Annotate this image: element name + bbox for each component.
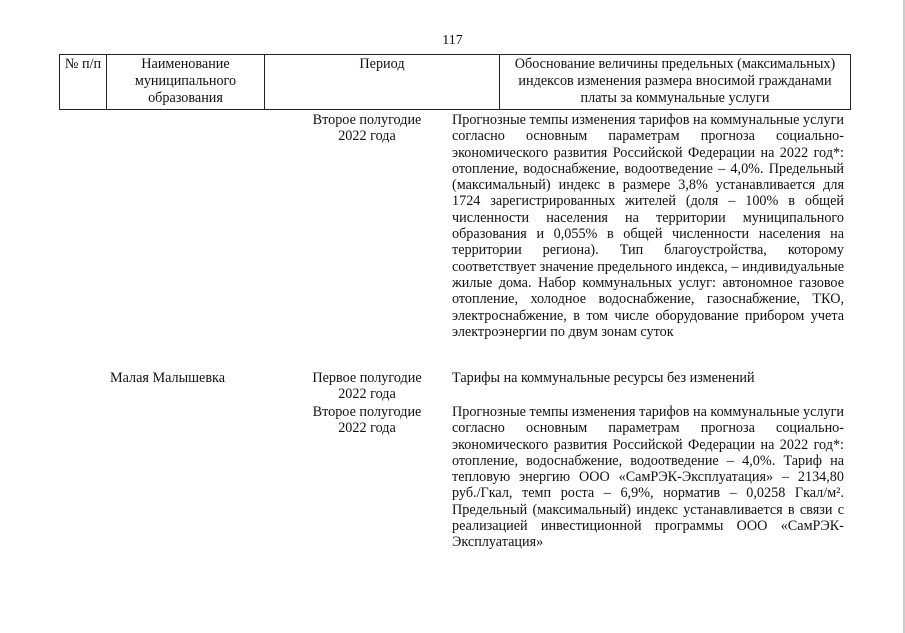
row3-justification: Прогнозные темпы изменения тарифов на коммунальные услуги согласно основным параметрам прогноза социально-экономического развития Российской Федерации на 2022 год*: отопление, водоснабжение, водоотведение – 4,0%. Тариф на тепловую энергию ООО «СамРЭК-Эксплуатация» – 2134,80 руб./Гкал, темп роста – 6,9%, норматив – 0,0258 Гкал/м². Предельный (максимальный) индекс устанавливается в связи с реализацией инвестиционной программы ООО «СамРЭК-Эксплуатация» <box>452 404 844 551</box>
header-num: № п/п <box>59 55 106 109</box>
row2-municipality: Малая Малышевка <box>110 370 226 386</box>
row3-period: Второе полугодие 2022 года <box>312 404 422 437</box>
row1-period: Второе полугодие 2022 года <box>312 112 422 145</box>
table-header <box>59 54 851 110</box>
header-period: Период <box>264 55 499 109</box>
row1-justification: Прогнозные темпы изменения тарифов на коммунальные услуги согласно основным параметрам прогноза социально-экономического развития Российской Федерации на 2022 год*: отопление, водоснабжение, водоотведение – 4,0%. Предельный (максимальный) индекс в размере 3,8% устанавливается для 1724 зарегистрированных жителей (доля – 100% в общей численности населения на территории муниципального образования и 0,055% в общей численности населения на территории региона). Тип благоустройства, которому соответствует значение предельного индекса, – индивидуальные жилые дома. Набор коммунальных услуг: автономное газовое отопление, холодное водоснабжение, газоснабжение, ТКО, электроснабжение, в том числе оборудование прибором учета электроэнергии по двум зонам суток <box>452 112 844 340</box>
row2-period: Первое полугодие 2022 года <box>312 370 422 403</box>
header-municipality: Наименование муниципального образования <box>106 55 264 109</box>
header-justification: Обоснование величины предельных (максимальных) индексов изменения размера вносимой гражданами платы за коммунальные услуги <box>499 55 851 109</box>
page-number: 117 <box>442 33 463 48</box>
row2-justification: Тарифы на коммунальные ресурсы без изменений <box>452 370 755 386</box>
